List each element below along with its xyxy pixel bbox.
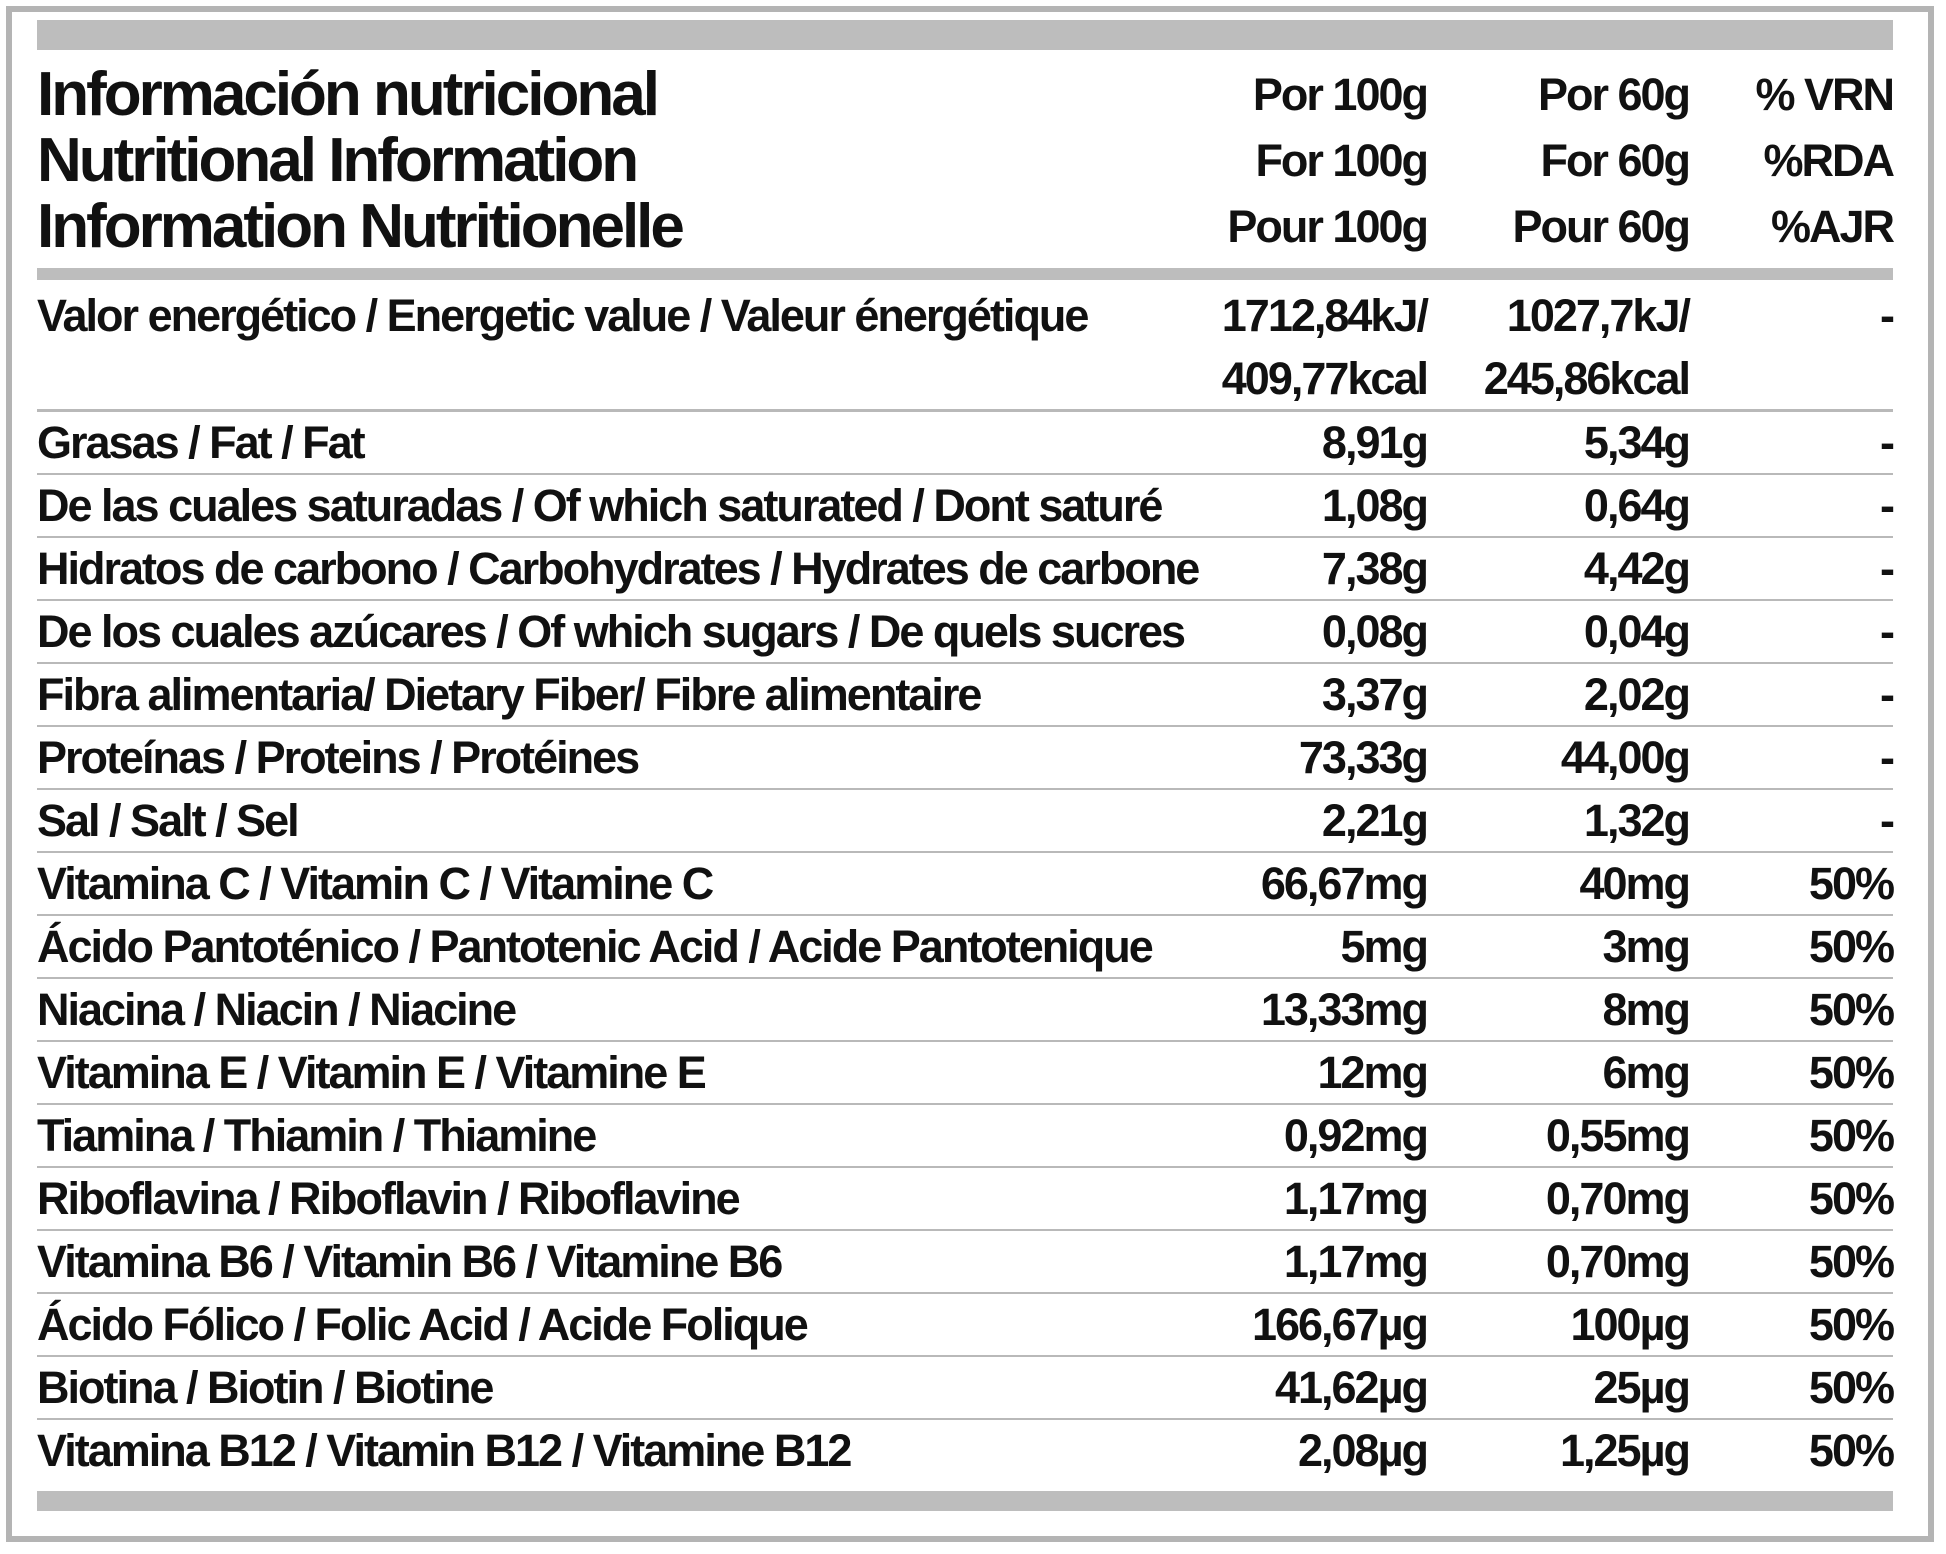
table-row <box>37 1105 1893 1168</box>
nutrient-name: Sal / Salt / Sel <box>37 795 298 846</box>
value-per-60g: 40mg <box>1579 858 1689 909</box>
value-vrn: - <box>1880 795 1893 846</box>
nutrient-name: Valor energético / Energetic value / Valeur énergétique <box>37 290 1088 341</box>
table-row <box>37 1357 1893 1420</box>
value-per-100g: 66,67mg <box>1260 858 1427 909</box>
title-en: Nutritional Information <box>37 126 637 195</box>
table-row <box>37 727 1893 790</box>
header-per-100g: Por 100g For 100g Pour 100g <box>1227 69 1427 252</box>
table-row <box>37 1294 1893 1357</box>
nutrition-table <box>37 20 1893 1511</box>
table-row <box>37 790 1893 853</box>
table-row <box>37 853 1893 916</box>
value-per-60g: 25µg <box>1593 1362 1689 1413</box>
value-per-100g: 1,17mg <box>1283 1236 1427 1287</box>
value-per-100g: 3,37g <box>1321 669 1427 720</box>
value-per-60g: 5,34g <box>1583 417 1689 468</box>
value-vrn: - <box>1880 290 1893 341</box>
nutrient-name: Hidratos de carbono / Carbohydrates / Hydrates de carbone <box>37 543 1199 594</box>
value-per-100g: 5mg <box>1340 921 1427 972</box>
value-vrn: 50% <box>1808 1425 1893 1476</box>
value-vrn: 50% <box>1808 1110 1893 1161</box>
bottom-divider-bar <box>37 1491 1893 1511</box>
value-per-100g: 41,62µg <box>1274 1362 1427 1413</box>
table-row <box>37 664 1893 727</box>
energy-row <box>37 280 1893 412</box>
value-per-60g: 1027,7kJ/ 245,86kcal <box>1483 290 1689 404</box>
nutrient-name: Vitamina C / Vitamin C / Vitamine C <box>37 858 713 909</box>
value-per-60g: 1,32g <box>1583 795 1689 846</box>
header-vrn: % VRN %RDA %AJR <box>1755 69 1893 252</box>
value-vrn: - <box>1880 543 1893 594</box>
value-vrn: - <box>1880 606 1893 657</box>
header-per-60g: Por 60g For 60g Pour 60g <box>1512 69 1689 252</box>
nutrient-name: Vitamina E / Vitamin E / Vitamine E <box>37 1047 705 1098</box>
value-per-60g: 3mg <box>1602 921 1689 972</box>
value-vrn: 50% <box>1808 1236 1893 1287</box>
nutrient-name: Vitamina B6 / Vitamin B6 / Vitamine B6 <box>37 1236 782 1287</box>
value-per-60g: 4,42g <box>1583 543 1689 594</box>
table-row <box>37 1231 1893 1294</box>
nutrient-name: Niacina / Niacin / Niacine <box>37 984 516 1035</box>
value-vrn: 50% <box>1808 984 1893 1035</box>
value-vrn: - <box>1880 417 1893 468</box>
table-row <box>37 979 1893 1042</box>
nutrient-name: Fibra alimentaria/ Dietary Fiber/ Fibre alimentaire <box>37 669 981 720</box>
value-per-100g: 1712,84kJ/ 409,77kcal <box>1221 290 1427 404</box>
table-row <box>37 538 1893 601</box>
nutrient-rows <box>37 412 1893 1483</box>
nutrient-name: De las cuales saturadas / Of which saturated / Dont saturé <box>37 480 1162 531</box>
value-per-100g: 1,17mg <box>1283 1173 1427 1224</box>
value-per-60g: 2,02g <box>1583 669 1689 720</box>
value-per-60g: 8mg <box>1602 984 1689 1035</box>
nutrient-name: Grasas / Fat / Fat <box>37 417 364 468</box>
value-per-100g: 2,08µg <box>1298 1425 1427 1476</box>
nutrient-name: Riboflavina / Riboflavin / Riboflavine <box>37 1173 739 1224</box>
table-row <box>37 1042 1893 1105</box>
value-per-100g: 0,08g <box>1321 606 1427 657</box>
table-row <box>37 1420 1893 1483</box>
value-per-100g: 2,21g <box>1321 795 1427 846</box>
table-row <box>37 475 1893 538</box>
value-per-100g: 166,67µg <box>1251 1299 1427 1350</box>
value-vrn: 50% <box>1808 1173 1893 1224</box>
value-per-60g: 1,25µg <box>1560 1425 1689 1476</box>
nutrient-name: De los cuales azúcares / Of which sugars / De quels sucres <box>37 606 1185 657</box>
nutrient-name: Tiamina / Thiamin / Thiamine <box>37 1110 596 1161</box>
table-header <box>37 50 1893 280</box>
value-per-60g: 0,64g <box>1583 480 1689 531</box>
title-es: Información nutricional <box>37 60 657 129</box>
value-per-60g: 0,55mg <box>1545 1110 1689 1161</box>
top-divider-bar <box>37 20 1893 50</box>
value-vrn: - <box>1880 480 1893 531</box>
value-vrn: 50% <box>1808 921 1893 972</box>
nutrient-name: Ácido Fólico / Folic Acid / Acide Folique <box>37 1299 807 1350</box>
table-row <box>37 916 1893 979</box>
table-row <box>37 1168 1893 1231</box>
value-per-100g: 12mg <box>1317 1047 1427 1098</box>
nutrient-name: Proteínas / Proteins / Protéines <box>37 732 639 783</box>
value-per-60g: 0,70mg <box>1545 1173 1689 1224</box>
value-vrn: 50% <box>1808 1299 1893 1350</box>
value-per-100g: 73,33g <box>1298 732 1427 783</box>
value-per-60g: 6mg <box>1602 1047 1689 1098</box>
value-vrn: 50% <box>1808 1362 1893 1413</box>
value-per-100g: 8,91g <box>1321 417 1427 468</box>
value-vrn: 50% <box>1808 858 1893 909</box>
value-vrn: 50% <box>1808 1047 1893 1098</box>
nutrient-name: Biotina / Biotin / Biotine <box>37 1362 493 1413</box>
value-per-60g: 0,70mg <box>1545 1236 1689 1287</box>
header-title <box>37 62 1057 260</box>
nutrient-name: Vitamina B12 / Vitamin B12 / Vitamine B12 <box>37 1425 851 1476</box>
value-per-60g: 0,04g <box>1583 606 1689 657</box>
value-vrn: - <box>1880 732 1893 783</box>
value-per-100g: 7,38g <box>1321 543 1427 594</box>
value-per-100g: 0,92mg <box>1283 1110 1427 1161</box>
value-per-60g: 100µg <box>1570 1299 1689 1350</box>
value-per-60g: 44,00g <box>1560 732 1689 783</box>
value-per-100g: 1,08g <box>1321 480 1427 531</box>
table-row <box>37 412 1893 475</box>
nutrient-name: Ácido Pantoténico / Pantotenic Acid / Acide Pantotenique <box>37 921 1152 972</box>
table-row <box>37 601 1893 664</box>
value-per-100g: 13,33mg <box>1260 984 1427 1035</box>
value-vrn: - <box>1880 669 1893 720</box>
title-fr: Information Nutritionelle <box>37 192 682 261</box>
